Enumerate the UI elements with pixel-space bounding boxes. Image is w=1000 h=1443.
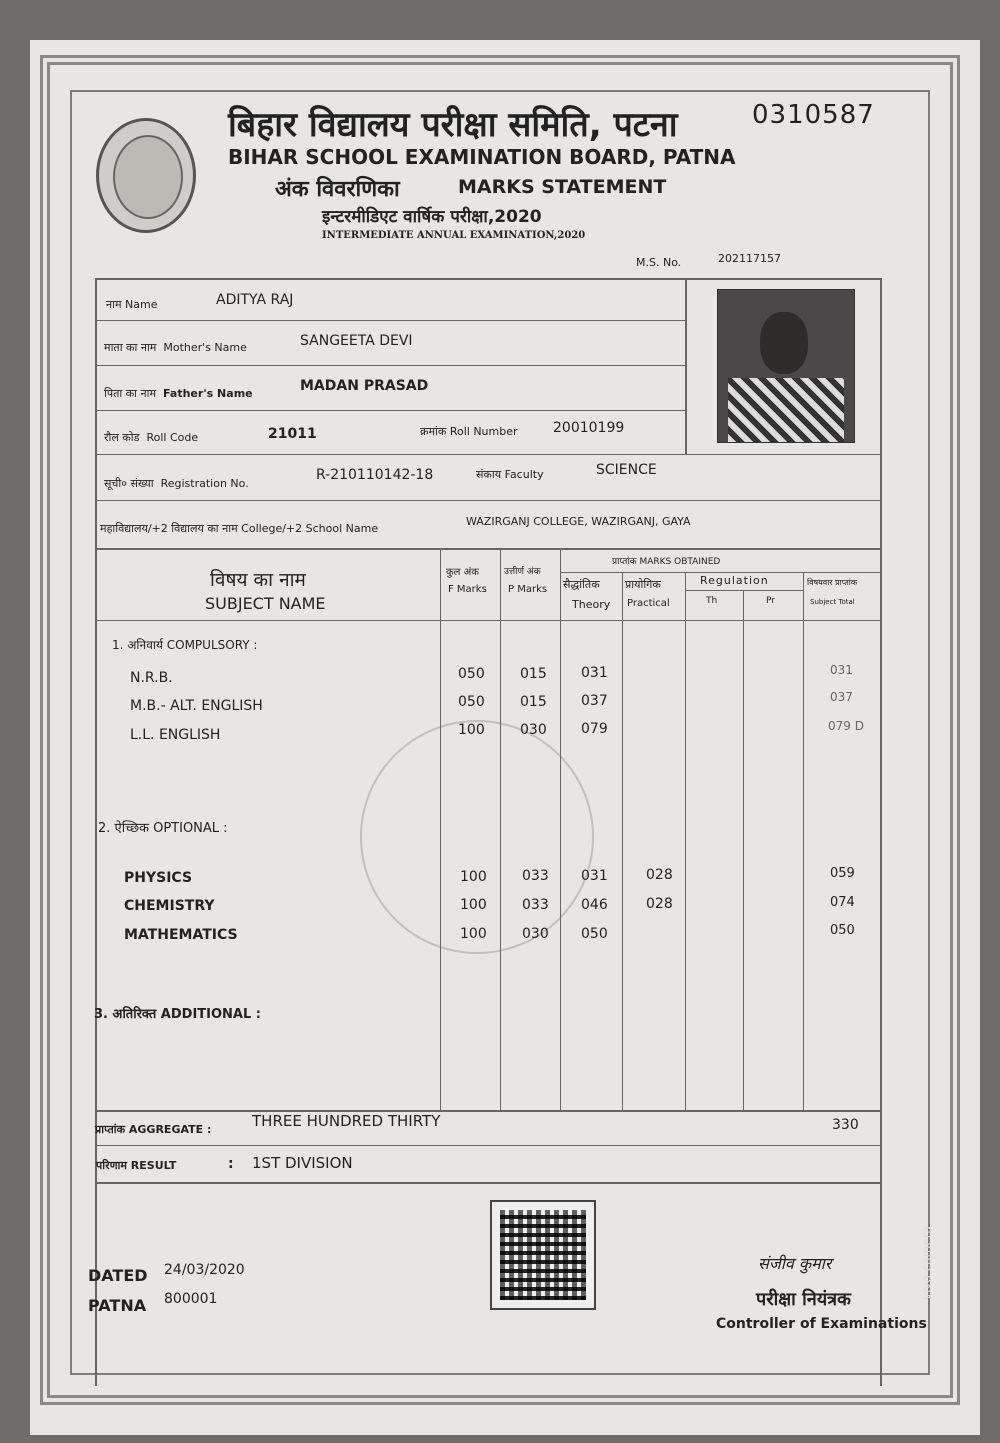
theory-marks: 031 xyxy=(581,868,608,884)
subject-name: PHYSICS xyxy=(124,870,193,886)
theory-marks: 046 xyxy=(581,897,608,913)
result-label: परिणाम RESULT xyxy=(96,1159,177,1172)
pmarks-header-hindi: उत्तीर्ण अंक xyxy=(504,567,541,577)
info-top-line xyxy=(95,278,882,280)
f-marks: 050 xyxy=(458,694,485,710)
mother-label: माता का नाम Mother's Name xyxy=(104,341,247,354)
board-stamp-watermark xyxy=(360,720,594,954)
mother-name: SANGEETA DEVI xyxy=(300,333,413,349)
board-name-english: BIHAR SCHOOL EXAMINATION BOARD, PATNA xyxy=(228,145,736,169)
subject-header-hindi: विषय का नाम xyxy=(210,569,306,591)
photo-divider xyxy=(685,278,687,454)
table-top-line xyxy=(95,548,882,550)
practical-marks: 028 xyxy=(646,867,673,883)
place-label: PATNA xyxy=(88,1296,147,1315)
name-label: नाम Name xyxy=(106,298,158,311)
subject-total-header-hindi: विषयवार प्राप्तांक xyxy=(807,578,857,587)
th-header: Th xyxy=(706,596,718,606)
registration-value: R-210110142-18 xyxy=(316,467,434,483)
ms-no-value: 202117157 xyxy=(718,252,781,265)
student-photo xyxy=(717,289,855,443)
f-marks: 050 xyxy=(458,666,485,682)
subject-total: 059 xyxy=(830,866,855,881)
row-divider xyxy=(95,410,685,411)
roll-code-label: रौल कोड Roll Code xyxy=(104,431,199,444)
ms-no-label: M.S. No. xyxy=(636,256,682,269)
dated-label: DATED xyxy=(88,1266,148,1285)
p-marks: 015 xyxy=(520,694,547,710)
col-line xyxy=(685,572,686,1110)
practical-marks: 028 xyxy=(646,896,673,912)
father-label: पिता का नाम Father's Name xyxy=(104,387,253,400)
col-line xyxy=(500,548,501,1110)
f-marks: 100 xyxy=(460,926,487,942)
exam-name-hindi: इन्टरमीडिएट वार्षिक परीक्षा,2020 xyxy=(322,207,542,227)
f-marks: 100 xyxy=(460,897,487,913)
roll-code-value: 21011 xyxy=(268,426,317,442)
theory-marks: 037 xyxy=(581,693,608,709)
theory-marks: 050 xyxy=(581,926,608,942)
subject-name: N.R.B. xyxy=(130,670,173,686)
college-value: WAZIRGANJ COLLEGE, WAZIRGANJ, GAYA xyxy=(466,515,691,528)
subject-total: 074 xyxy=(830,895,855,910)
col-line xyxy=(803,572,804,1110)
serial-number: 0310587 xyxy=(752,100,875,130)
roll-number-label: क्रमांक Roll Number xyxy=(420,425,518,438)
fmarks-header-hindi: कुल अंक xyxy=(446,567,479,578)
practical-header: Practical xyxy=(627,598,670,609)
qr-code xyxy=(490,1200,596,1310)
col-line xyxy=(440,548,441,1110)
p-marks: 015 xyxy=(520,666,547,682)
right-line xyxy=(880,278,882,1386)
controller-signature: संजीव कुमार xyxy=(758,1254,832,1273)
header-sub-line xyxy=(560,572,882,573)
pmarks-header: P Marks xyxy=(508,584,548,595)
f-marks: 100 xyxy=(458,722,485,738)
result-bottom-line xyxy=(95,1182,882,1184)
aggregate-label: प्राप्तांक AGGREGATE : xyxy=(95,1123,212,1136)
row-divider xyxy=(95,454,882,455)
result-value: 1ST DIVISION xyxy=(252,1154,353,1172)
col-line xyxy=(743,590,744,1110)
subject-total: 031 xyxy=(830,663,853,677)
subject-total: 050 xyxy=(830,923,855,938)
section-compulsory: 1. अनिवार्य COMPULSORY : xyxy=(112,638,258,652)
f-marks: 100 xyxy=(460,869,487,885)
theory-header-hindi: सैद्धांतिक xyxy=(563,578,600,591)
info-left-line xyxy=(95,278,97,548)
p-marks: 030 xyxy=(522,926,549,942)
fmarks-header: F Marks xyxy=(448,584,487,595)
aggregate-top-line xyxy=(95,1110,882,1112)
result-separator: : xyxy=(228,1156,234,1172)
p-marks: 030 xyxy=(520,722,547,738)
row-divider xyxy=(95,320,685,321)
registration-label: सूची० संख्या Registration No. xyxy=(104,477,249,490)
header-sub-line xyxy=(685,590,803,591)
col-line xyxy=(560,548,561,1110)
roll-number-value: 20010199 xyxy=(553,420,625,436)
faculty-label: संकाय Faculty xyxy=(476,468,544,481)
aggregate-bottom-line xyxy=(95,1145,882,1146)
subject-total: 079 D xyxy=(828,719,864,733)
board-name-hindi: बिहार विद्यालय परीक्षा समिति, पटना xyxy=(228,105,678,145)
table-header-line xyxy=(95,620,882,621)
aggregate-value: 330 xyxy=(832,1117,859,1133)
row-divider xyxy=(95,500,882,501)
place-value: 800001 xyxy=(164,1291,218,1307)
subject-total: 037 xyxy=(830,690,853,704)
subject-name: MATHEMATICS xyxy=(124,927,238,943)
college-label: महाविद्यालय/+2 विद्यालय का नाम College/+2 School Name xyxy=(100,522,379,535)
dated-value: 24/03/2020 xyxy=(164,1262,245,1278)
marks-obtained-header: प्राप्तांक MARKS OBTAINED xyxy=(612,557,721,567)
subject-name: CHEMISTRY xyxy=(124,898,215,914)
exam-name-english: INTERMEDIATE ANNUAL EXAMINATION,2020 xyxy=(322,230,586,241)
row-divider xyxy=(95,365,685,366)
student-name: ADITYA RAJ xyxy=(216,292,294,308)
doc-title-english: MARKS STATEMENT xyxy=(458,176,667,198)
subject-header: SUBJECT NAME xyxy=(205,594,326,613)
practical-header-hindi: प्रायोगिक xyxy=(625,578,661,591)
col-line xyxy=(622,572,623,1110)
pr-header: Pr xyxy=(766,596,775,606)
controller-title-english: Controller of Examinations xyxy=(716,1316,927,1332)
subject-name: L.L. ENGLISH xyxy=(130,727,221,743)
board-seal-logo xyxy=(96,118,196,233)
subject-name: M.B.- ALT. ENGLISH xyxy=(130,698,263,714)
theory-marks: 031 xyxy=(581,665,608,681)
faculty-value: SCIENCE xyxy=(596,462,657,478)
theory-marks: 079 xyxy=(581,721,608,737)
camera-watermark: vivo camera xyxy=(920,1225,934,1300)
controller-title-hindi: परीक्षा नियंत्रक xyxy=(756,1289,851,1310)
regulation-header: Regulation xyxy=(700,574,769,587)
doc-title-hindi: अंक विवरणिका xyxy=(275,177,400,202)
father-name: MADAN PRASAD xyxy=(300,378,429,394)
table-left-line xyxy=(95,548,97,1386)
section-optional: 2. ऐच्छिक OPTIONAL : xyxy=(98,821,228,836)
p-marks: 033 xyxy=(522,868,549,884)
p-marks: 033 xyxy=(522,897,549,913)
subject-total-header: Subject Total xyxy=(810,598,855,606)
theory-header: Theory xyxy=(572,598,611,611)
aggregate-words: THREE HUNDRED THIRTY xyxy=(252,1112,441,1130)
section-additional: 3. अतिरिक्त ADDITIONAL : xyxy=(94,1007,261,1022)
